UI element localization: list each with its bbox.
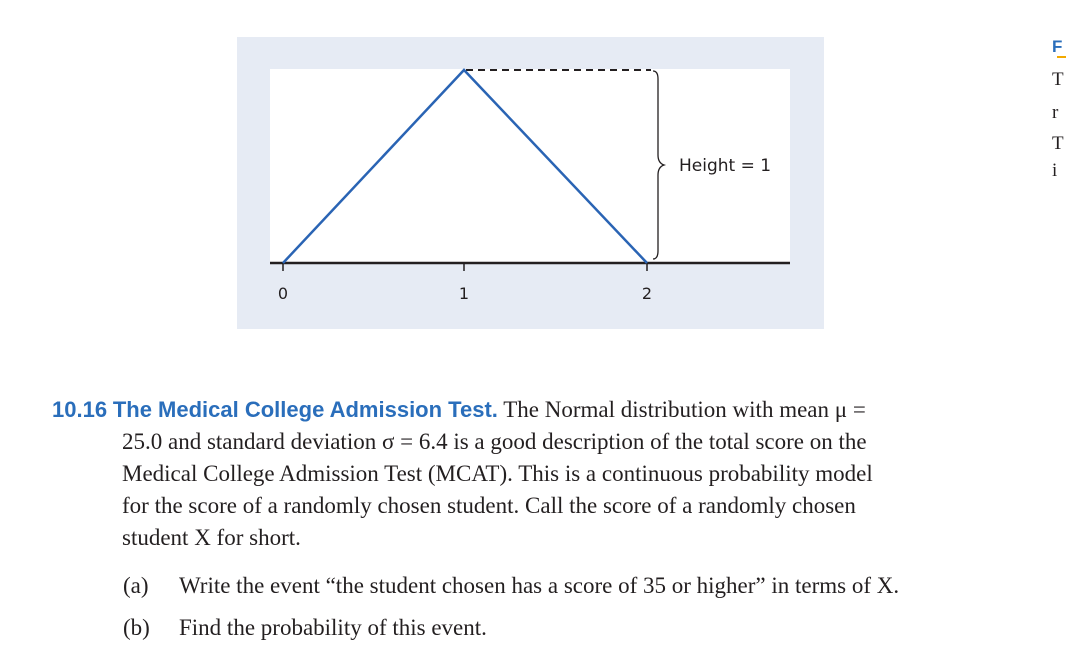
part-b bbox=[123, 607, 899, 649]
problem-line-0: The Normal distribution with mean μ = bbox=[503, 397, 866, 422]
edge-text-0: F bbox=[1052, 37, 1063, 56]
figure-panel bbox=[237, 37, 824, 329]
part-a bbox=[123, 565, 899, 607]
problem-line-3: for the score of a randomly chosen student. Call the score of a randomly chosen bbox=[122, 493, 856, 518]
part-b-label: (b) bbox=[123, 615, 150, 640]
problem-parts bbox=[123, 565, 899, 649]
edge-text-3: T bbox=[1052, 133, 1064, 154]
triangular-density-figure bbox=[237, 37, 824, 329]
x-tick-label-1: 1 bbox=[458, 284, 470, 303]
problem-number: 10.16 bbox=[52, 397, 108, 422]
x-tick-label-2: 2 bbox=[641, 284, 653, 303]
x-tick-label-0: 0 bbox=[277, 284, 289, 303]
part-a-text: Write the event “the student chosen has a score of 35 or higher” in terms of X. bbox=[179, 573, 900, 598]
problem-line-4: student X for short. bbox=[122, 525, 301, 550]
problem-statement bbox=[52, 394, 1012, 554]
height-label: Height = 1 bbox=[679, 156, 772, 176]
edge-text-4: i bbox=[1052, 160, 1058, 181]
part-a-label: (a) bbox=[123, 573, 149, 598]
part-b-text: Find the probability of this event. bbox=[179, 615, 487, 640]
problem-line-2: Medical College Admission Test (MCAT). This is a continuous probability model bbox=[122, 461, 873, 486]
edge-text-1: T bbox=[1052, 69, 1064, 90]
edge-text-2: r bbox=[1052, 102, 1059, 123]
problem-first-line bbox=[52, 394, 1012, 426]
problem-title: The Medical College Admission Test. bbox=[112, 397, 498, 422]
problem-line-1: 25.0 and standard deviation σ = 6.4 is a good description of the total score on the bbox=[122, 429, 867, 454]
